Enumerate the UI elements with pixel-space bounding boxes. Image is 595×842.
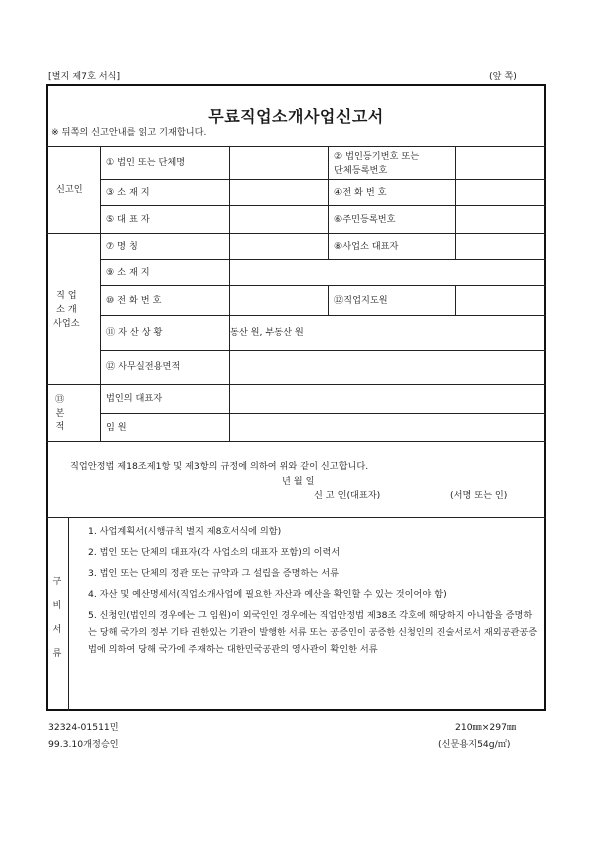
field-assets-value: 동산 원, 부동산 원 <box>230 327 304 338</box>
field-reg-number-label-2: 단체등록번호 <box>334 165 388 176</box>
document-item-1: 1. 사업계획서(시행규칙 별지 제8호서식에 의함) <box>88 526 282 537</box>
grid-line <box>68 517 69 711</box>
approval-date: 99.3.10개정승인 <box>48 739 119 750</box>
field-assets-label: ⑪ 자 산 상 황 <box>106 327 163 338</box>
section-office-line3: 사업소 <box>53 318 80 329</box>
field-office-name-label: ⑦ 명 칭 <box>106 241 138 252</box>
grid-line <box>46 441 546 442</box>
grid-line <box>100 413 546 414</box>
declaration-sign: (서명 또는 인) <box>450 490 508 501</box>
field-org-name-label: ① 법인 또는 단체명 <box>106 157 186 168</box>
declaration-date: 년 월 일 <box>282 476 315 487</box>
grid-line <box>455 285 456 315</box>
section-13-number: ⑬ <box>55 394 65 405</box>
grid-line <box>100 259 546 260</box>
instruction-note: ※ 뒤쪽의 신고안내를 읽고 기재합니다. <box>51 127 207 138</box>
field-office-area-label: ⑫ 사무실전용면적 <box>106 361 181 372</box>
grid-line <box>328 285 329 315</box>
form-title: 무료직업소개사업신고서 <box>208 107 384 126</box>
grid-line <box>229 146 230 441</box>
form-number: [별지 제7호 서식] <box>48 71 121 82</box>
field-phone-label: ④전 화 번 호 <box>334 187 387 198</box>
field-counselor-label: ⑫직업지도원 <box>334 295 388 306</box>
section-domicile: 본 적 <box>55 408 65 432</box>
field-corp-rep-label: 법인의 대표자 <box>106 393 163 404</box>
section-applicant: 신고인 <box>56 184 83 195</box>
grid-line <box>100 285 546 286</box>
declaration-signer: 신 고 인(대표자) <box>314 490 381 501</box>
field-resident-number-label: ⑥주민등록번호 <box>334 214 396 225</box>
grid-line <box>100 350 546 351</box>
grid-line <box>328 233 329 259</box>
grid-line <box>46 146 546 147</box>
document-item-3: 3. 법인 또는 단체의 정관 또는 규약과 그 설립을 증명하는 서류 <box>88 568 339 579</box>
grid-line <box>100 205 546 206</box>
grid-line <box>100 179 546 180</box>
document-item-2: 2. 법인 또는 단체의 대표자(각 사업소의 대표자 포함)의 이력서 <box>88 547 341 558</box>
documents-list <box>76 523 538 658</box>
grid-line <box>455 146 456 233</box>
page-side: (앞 쪽) <box>489 71 517 82</box>
section-office-line2: 소 개 <box>56 304 77 315</box>
field-office-phone-label: ⑩ 전 화 번 호 <box>106 295 162 306</box>
field-representative-label: ⑤ 대 표 자 <box>106 214 150 225</box>
grid-line <box>100 315 546 316</box>
grid-line <box>46 384 546 385</box>
field-office-address-label: ⑨ 소 재 지 <box>106 267 150 278</box>
document-item-5: 5. 신청인(법인의 경우에는 그 임원)이 외국인인 경우에는 직업안정법 제38조 각호에 해당하지 아니함을 증명하는 당해 국가의 정부 기타 권한있는 기관이 발행한 서류 또는 공증인이 공증한 신청인의 진술서로서 재외공관공증법에 의하여 당해 국가에 주재하는 대한민국공관의 영사관이 확인한 서류 <box>88 610 538 655</box>
grid-line <box>328 146 329 233</box>
documents-label: 구 비 서 류 <box>52 576 62 659</box>
section-office-line1: 직 업 <box>56 290 77 301</box>
paper-type: (신문용지54g/㎡) <box>438 739 511 750</box>
grid-line <box>455 233 456 259</box>
field-reg-number-label-1: ② 법인등기번호 또는 <box>334 151 420 162</box>
field-officer-label: 임 원 <box>106 422 127 433</box>
document-item-4: 4. 자산 및 예산명세서(직업소개사업에 필요한 자산과 예산을 확인할 수 있는 것이어야 함) <box>88 589 447 600</box>
declaration-text: 직업안정법 제18조제1항 및 제3항의 규정에 의하여 위와 같이 신고합니다. <box>70 461 369 472</box>
form-code: 32324-01511민 <box>48 722 119 733</box>
grid-line <box>100 146 101 441</box>
grid-line <box>46 233 546 234</box>
field-office-rep-label: ⑧사업소 대표자 <box>334 241 399 252</box>
paper-size: 210㎜×297㎜ <box>455 722 517 733</box>
field-address-label: ③ 소 재 지 <box>106 187 150 198</box>
grid-line <box>46 517 546 518</box>
